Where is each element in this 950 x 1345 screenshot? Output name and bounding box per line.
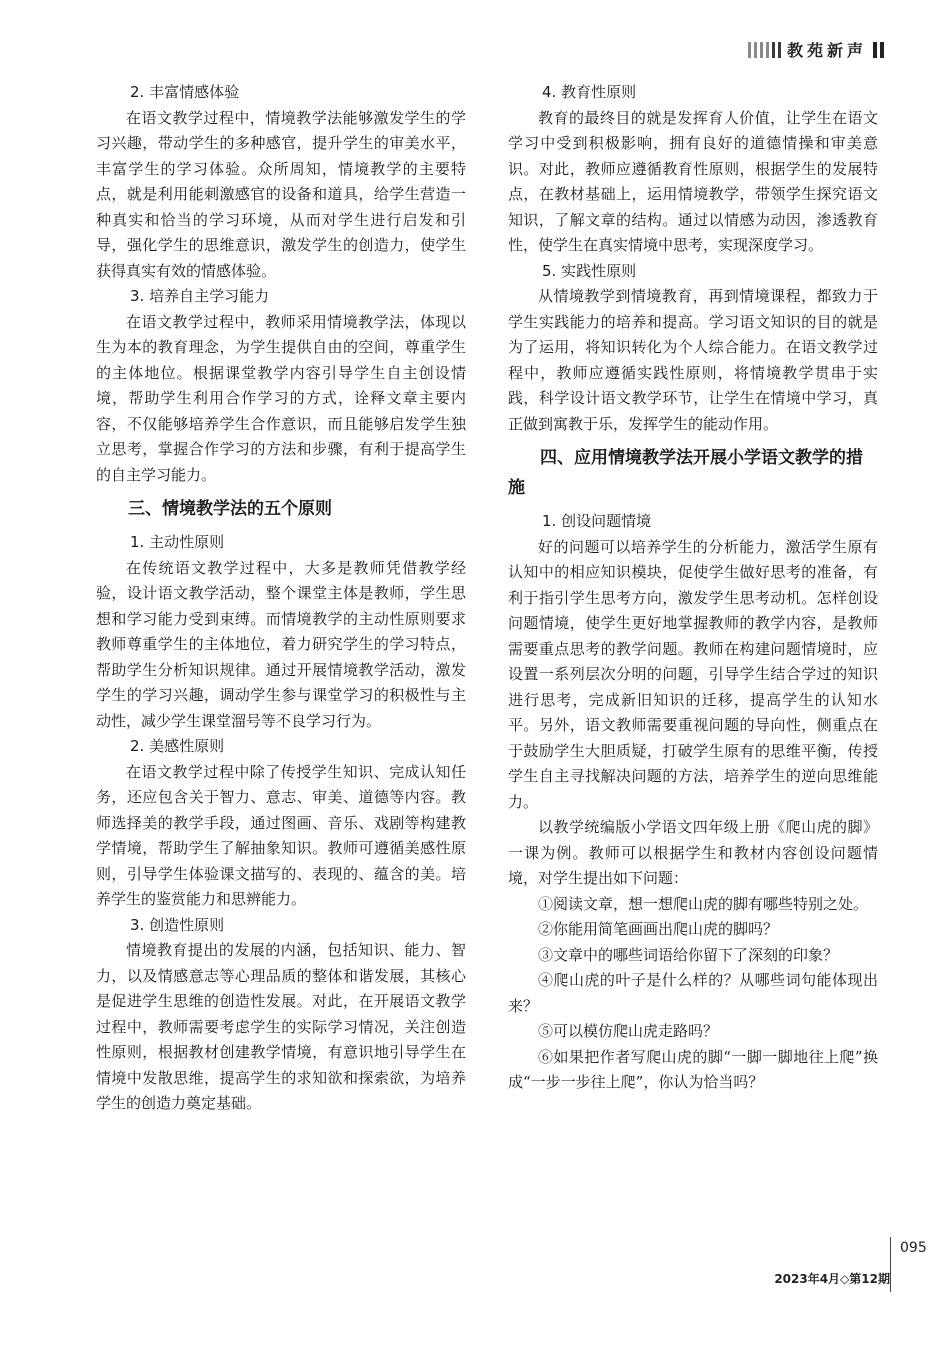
- footer-divider: [890, 1237, 891, 1292]
- paragraph: 在传统语文教学过程中，大多是教师凭借教学经验，设计语文教学活动，整个课堂主体是教师，学生思想和学习能力受到束缚。而情境教学的主动性原则要求教师尊重学生的主体地位，着力研究学生的学习特点，帮助学生分析知识规律。通过开展情境教学活动，激发学生的学习兴趣，调动学生参与课堂学习的积极性与主动性，减少学生课堂溜号等不良学习行为。: [96, 558, 466, 730]
- paragraph: 在语文教学过程中，教师采用情境教学法，体现以生为本的教育理念，为学生提供自由的空间，尊重学生的主体地位。根据课堂教学内容引导学生自主创设情境，帮助学生利用合作学习的方式，诠释文章主要内容，不仅能够培养学生合作意识，而且能够启发学生独立思考，掌握合作学习的方法和步骤，有利于提高学生的自主学习能力。: [96, 312, 466, 484]
- subheading: 1. 创设问题情境: [542, 512, 652, 530]
- question-item: ⑤可以模仿爬山虎走路吗？: [538, 1022, 719, 1040]
- section-heading: 四、应用情境教学法开展小学语文教学的措施: [508, 448, 863, 498]
- paragraph: 在语文教学过程中除了传授学生知识、完成认知任务，还应包含关于智力、意志、审美、道德等内容。教师选择美的教学手段，通过图画、音乐、戏剧等构建教学情境，帮助学生了解抽象知识。教师可遵循美感性原则，引导学生体验课文描写的、表现的、蕴含的美。培养学生的鉴赏能力和思辨能力。: [96, 762, 466, 908]
- subheading: 4. 教育性原则: [542, 83, 637, 101]
- paragraph: 教育的最终目的就是发挥育人价值，让学生在语文学习中受到积极影响，拥有良好的道德情操和审美意识。对此，教师应遵循教育性原则，根据学生的发展特点，在教材基础上，运用情境教学，带领学生探究语文知识，了解文章的结构。通过以情感为动因，渗透教育性，使学生在真实情境中思考，实现深度学习。: [508, 108, 878, 254]
- subheading: 5. 实践性原则: [542, 261, 637, 280]
- subheading: 3. 创造性原则: [130, 915, 225, 934]
- section-heading: 三、情境教学法的五个原则: [128, 499, 332, 519]
- subheading: 1. 主动性原则: [130, 533, 225, 551]
- paragraph: 好的问题可以培养学生的分析能力，激活学生原有认知中的相应知识模块，促使学生做好思考的准备，有利于指引学生思考方向，激发学生思考动机。怎样创设问题情境，使学生更好地掌握教师的教学内容，是教师需要重点思考的教学问题。教师在构建问题情境时，应设置一系列层次分明的问题，引导学生结合学过的知识进行思考，完成新旧知识的迁移，提高学生的认知水平。另外，语文教师需要重视问题的导向性，侧重点在于鼓励学生大胆质疑，打破学生原有的思维平衡，传授学生自主寻找解决问题的方法，培养学生的逆向思维能力。: [508, 537, 878, 811]
- question-item: ③文章中的哪些词语给你留下了深刻的印象？: [538, 945, 839, 964]
- question-item: ④爬山虎的叶子是什么样的？从哪些词句能体现出来？: [508, 971, 878, 1015]
- issue-label: 2023年4月◇第12期: [774, 1272, 890, 1286]
- section-title: 教苑新声: [786, 41, 867, 60]
- running-header: [748, 38, 884, 61]
- subheading: 2. 美感性原则: [130, 737, 225, 755]
- question-item: ①阅读文章，想一想爬山虎的脚有哪些特别之处。: [538, 894, 869, 913]
- right-column: [508, 80, 878, 1096]
- header-bars-right: [873, 42, 884, 58]
- subheading: 3. 培养自主学习能力: [130, 287, 270, 305]
- page-number: 095: [900, 1240, 927, 1256]
- paragraph: 以教学统编版小学语文四年级上册《爬山虎的脚》一课为例。教师可以根据学生和教材内容创设问题情境，对学生提出如下问题：: [508, 818, 878, 887]
- question-item: ⑥如果把作者写爬山虎的脚“一脚一脚地往上爬”换成“一步一步往上爬”，你认为恰当吗？: [508, 1047, 878, 1091]
- paragraph: 从情境教学到情境教育，再到情境课程，都致力于学生实践能力的培养和提高。学习语文知识的目的就是为了运用，将知识转化为个人综合能力。在语文教学过程中，教师应遵循实践性原则，将情境教学贯串于实践，科学设计语文教学环节，让学生在情境中学习，真正做到寓教于乐，发挥学生的能动作用。: [508, 287, 878, 433]
- paragraph: 在语文教学过程中，情境教学法能够激发学生的学习兴趣，带动学生的多种感官，提升学生的审美水平，丰富学生的学习体验。众所周知，情境教学的主要特点，就是利用能刺激感官的设备和道具，给学生营造一种真实和恰当的学习环境，从而对学生进行启发和引导，强化学生的思维意识，激发学生的创造力，使学生获得真实有效的情感体验。: [96, 108, 466, 280]
- left-column: [96, 80, 466, 1117]
- question-item: ②你能用简笔画画出爬山虎的脚吗？: [538, 920, 779, 938]
- subheading: 2. 丰富情感体验: [130, 83, 240, 101]
- paragraph: 情境教育提出的发展的内涵，包括知识、能力、智力，以及情感意志等心理品质的整体和谐发展，其核心是促进学生思维的创造性发展。对此，在开展语文教学过程中，教师需要考虑学生的实际学习情况，关注创造性原则，根据教材创建教学情境，有意识地引导学生在情境中发散思维，提高学生的求知欲和探索欲，为培养学生的创造力奠定基础。: [96, 941, 466, 1112]
- header-bars-left: [748, 42, 781, 58]
